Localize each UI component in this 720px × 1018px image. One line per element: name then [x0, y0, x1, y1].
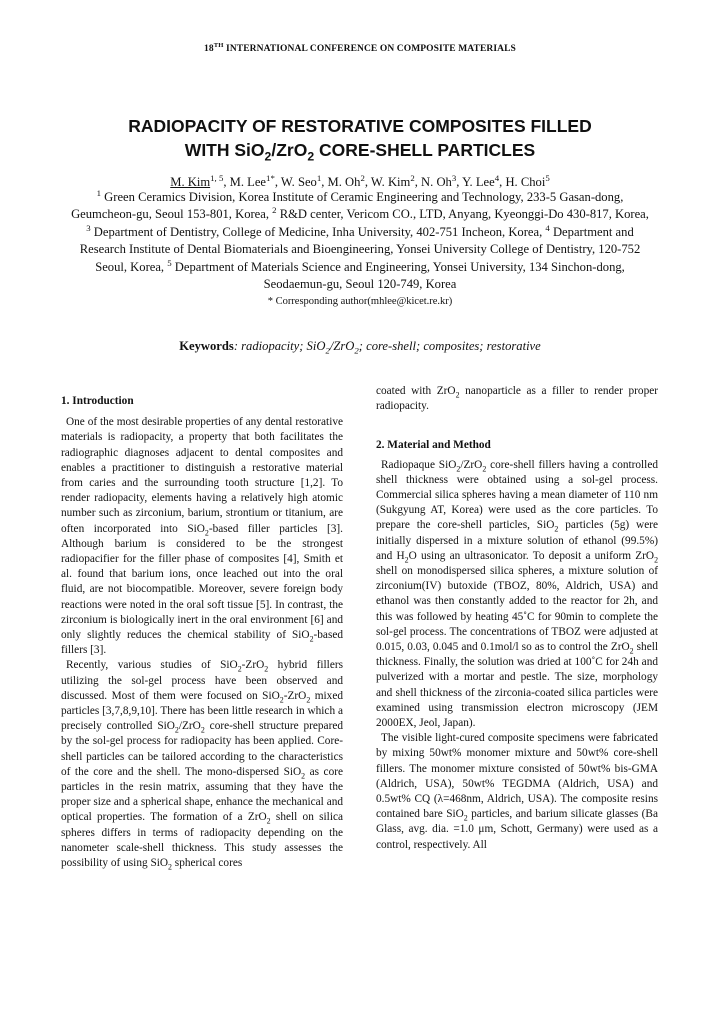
running-header: 18TH INTERNATIONAL CONFERENCE ON COMPOSITE MATERIALS	[204, 41, 516, 54]
author-list: M. Kim$^{1, 5}$, M. Lee$^{1*}$, W. Seo$^1$, M. Oh$^2$, W. Kim$^2$, N. Oh$^3$, Y. Lee$^4$, H. Choi$^5$	[170, 172, 550, 189]
intro-paragraph-1: One of the most desirable properties of any dental restorative materials is radiopacity, a property that both facilitates the radiographic diagnoses adjacent to dental composites and enables a practitioner to distinguish a restorative material from caries and the surrounding tooth structure [1,2]. To render radiopacity, elements having a relatively high atomic number such as zirconium, barium, strontium or titanium, are often incorporated into SiO$_2$-based filler particles [3]. Although barium is considered to be the strongest radiopacifier for the filler phase of composites [4], Smith et al. found that barium ions, once leached out into the oral fluid, are not biocompatible. Moreover, severe foreign body reactions were noted in the oral soft tissue [5]. In contrast, the zirconium is biologically inert in the oral environment [6] and only slightly reduces the chemical stability of SiO$_2$-based fillers [3].	[61, 416, 343, 657]
affiliations: $^1$ Green Ceramics Division, Korea Institute of Ceramic Engineering and Technology, 233-5 Gasan-dong, Geumcheon-gu, Seoul 153-801, Korea, $^2$ R&D center, Vericom CO., LTD, Anyang, Kyeonggi-Do 430-817, Korea, $^3$ Department of Dentistry, College of Medicine, Inha University, 402-751 Incheon, Korea, $^4$ Department and Research Institute of Dental Biomaterials and Bioengineering, Yonsei University College of Dentistry, 120-752 Seoul, Korea, $^5$ Department of Materials Science and Engineering, Yonsei University, 134 Sinchon-dong, Seodaemun-gu, Seoul 120-749, Korea * Corresponding author(mhlee@kicet.re.kr)	[70, 189, 650, 311]
corresponding-author: * Corresponding author(mhlee@kicet.re.kr)	[267, 296, 453, 308]
title-line-1: RADIOPACITY OF RESTORATIVE COMPOSITES FILLED	[128, 116, 592, 136]
intro-continuation: coated with ZrO$_2$ nanoparticle as a filler to render proper radiopacity.	[376, 385, 658, 413]
section-heading-introduction: 1. Introduction	[61, 395, 134, 407]
title-line-2: WITH SiO$_2$/ZrO$_2$ CORE-SHELL PARTICLES	[184, 140, 536, 164]
method-paragraph-2: The visible light-cured composite specimens were fabricated by mixing 50wt% monomer mixture and 50wt% core-shell fillers. The monomer mixture consisted of 50wt% bis-GMA (Aldrich, USA), 50wt% TEGDMA (Aldrich, USA) and 0.5wt% CQ (λ=468nm, Aldrich, USA). The composite resins contained bare SiO$_2$ particles, and barium silicate glasses (Ba Glass, avg. dia. =1.0 μm, Schott, Germany) were used as a control, respectively. All	[376, 732, 658, 851]
right-column	[376, 384, 658, 853]
paper-title	[60, 114, 660, 162]
method-paragraph-1: Radiopaque SiO$_2$/ZrO$_2$ core-shell fillers having a controlled shell thickness were obtained using a sol-gel process. Commercial silica spheres having a mean diameter of 110 nm (Sukgyung AT, Korea) were used as the core particles. To prepare the core-shell particles, SiO$_2$ particles (5g) were initially dispersed in a mixture solution of ethanol (99.5%) and $H_2O$ using an ultrasonicator. To deposit a uniform ZrO$_2$ shell on monodispersed silica spheres, a mixture solution of zirconium(IV) butoxide (TBOZ, 80%, Aldrich, USA) and ethanol was then constantly added to the reactor for 2h, and this was followed by heating 45˚C for 90min to complete the sol-gel process. The concentrations of TBOZ were adjusted at 0.015, 0.03, 0.045 and 0.1mol/l so as to control the ZrO$_2$ shell thickness. Finally, the solution was dried at 100˚C for 24h and pulverized with a mortar and pestle. The size, morphology and shell thickness of the zirconia-coated silica particles were examined using transmission electron microscopy (JEM 2000EX, Jeol, Japan).	[376, 458, 659, 730]
left-column	[61, 384, 343, 871]
keywords: Keywords: radiopacity; SiO$_2$/ZrO$_2$; core-shell; composites; restorative	[179, 339, 541, 356]
intro-paragraph-2: Recently, various studies of SiO$_2$-ZrO$_2$ hybrid fillers utilizing the sol-gel process have been observed and discussed. Most of them were focused on SiO$_2$-ZrO$_2$ mixed particles [3,7,8,9,10]. There has been little research in which a precisely controlled SiO$_2$/ZrO$_2$ core-shell structure prepared by the sol-gel process for radiopacity has been applied. Core-shell particles can be tailored according to the characteristics of the core and the shell. The mono-dispersed SiO$_2$ as core particles in the resin matrix, assuming that they have the proper size and a spherical shape, enhance the mechanical and optical properties. The formation of a ZrO$_2$ shell on silica spheres differs in terms of radiopacity depending on the nanometer scale-shell thickness. This study assesses the possibility of using SiO$_2$ spherical cores	[61, 659, 343, 872]
section-heading-material-method: 2. Material and Method	[376, 439, 491, 452]
presenting-author: M. Kim	[170, 175, 211, 189]
